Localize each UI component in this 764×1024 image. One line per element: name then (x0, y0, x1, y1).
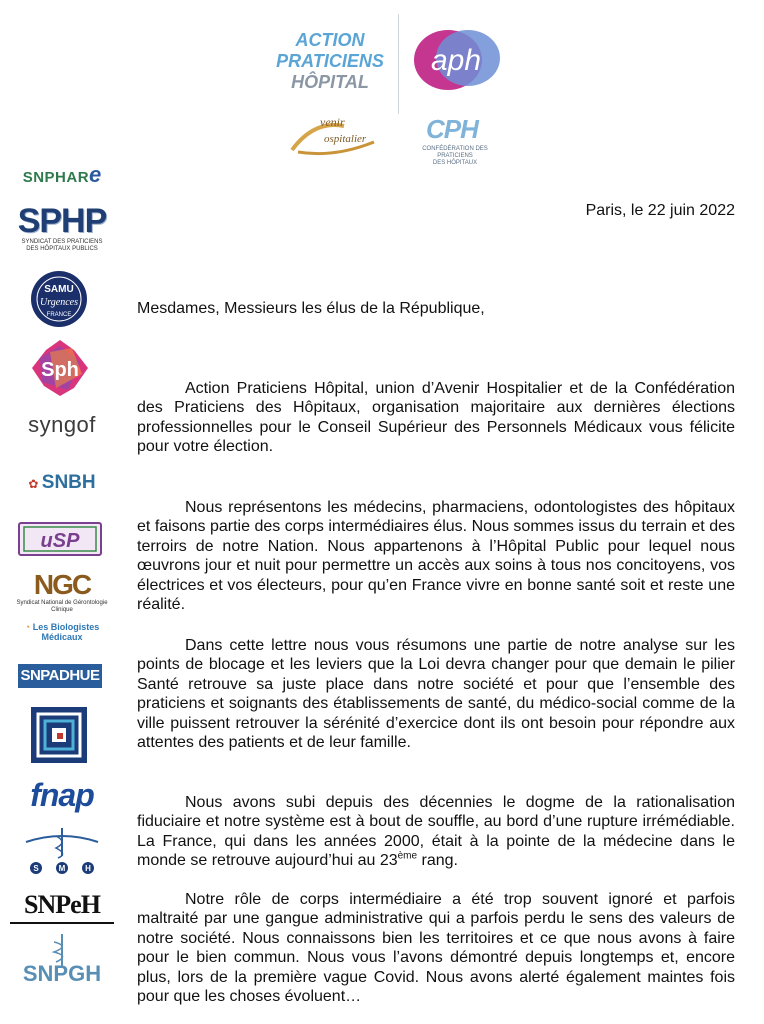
sph-logo (30, 338, 90, 398)
usp-logo (18, 522, 102, 556)
action-praticiens-hopital-logo (270, 14, 510, 164)
biologistes-medicaux-logo (6, 622, 118, 648)
smh-letter-s: S (33, 864, 39, 873)
spiral-square-logo (30, 706, 88, 764)
paragraph-1: Action Praticiens Hôpital, union d’Avenir Hospitalier et de la Confédération des Praticiens des Hôpitaux, organisation majoritaire aux dernières élections professionnelles pour le Conseil Supérieur des Personnels Médicaux vous félicite pour votre élection. (137, 380, 735, 456)
biologistes-line-2: Médicaux (41, 632, 83, 642)
biologistes-mark-icon: ◔ (24, 622, 33, 632)
paragraph-2: Nous représentons les médecins, pharmaciens, odontologistes des hôpitaux et faisons partie des corps intermédiaires élus. Nous sommes issus du terrain et des terroirs de notre Nation. Nous appartenons à l’Hôpital Public pour lequel nous œuvrons jour et nuit pour permettre un accès aux soins à tous nos concitoyens, vos électrices et vos électeurs, pour qu’en France vivre en bonne santé soit et reste une réalité. (137, 499, 735, 614)
aph-mark: aph (430, 44, 482, 77)
paragraph-4 (137, 793, 735, 871)
snbh-text: SNBH (41, 472, 96, 493)
sngc-sub: Syndicat National de Gérontologie Clinique (16, 600, 108, 613)
header-divider (398, 14, 399, 114)
hospitalier-word: ospitalier (324, 133, 367, 145)
smh-letter-h: H (85, 864, 91, 873)
fnap-logo (6, 778, 118, 814)
aph-line-2: PRATICIENS (276, 51, 384, 71)
letter-date: Paris, le 22 juin 2022 (585, 202, 735, 219)
letter-salutation: Mesdames, Messieurs les élus de la République, (137, 300, 485, 317)
sphp-logo (6, 203, 118, 263)
avenir-hospitalier-logo (284, 112, 384, 156)
snbh-logo (6, 472, 118, 498)
snpgh-text: SNPGH (22, 961, 102, 986)
snpeh-text: SNPeH (24, 890, 100, 919)
sngc-text: NGC (33, 569, 91, 600)
paragraph-4-main: Nous avons subi depuis des décennies le dogme de la rationalisation fiduciaire et notre système est à bout de souffle, au bord d’une rupture irrémédiable. La France, qui dans les années 2000, était à la pointe de la médecine dans le monde se retrouve aujourd’hui au 23 (137, 794, 735, 870)
snpgh-caduceus-icon (42, 934, 82, 966)
aph-line-1: ACTION (295, 30, 365, 50)
sph-text: Sph (41, 359, 79, 381)
samu-country: FRANCE (46, 312, 72, 318)
cph-letters: CPH (426, 114, 478, 144)
smh-logo (6, 826, 118, 878)
cph-sub-line-2: DES HÔPITAUX (432, 160, 478, 166)
avenir-word: venir (320, 115, 345, 129)
snpadhue-logo: SNPADHUE (18, 664, 102, 688)
sphp-sub-1: SYNDICAT DES PRATICIENS (21, 239, 103, 245)
snphare-e: e (89, 162, 102, 187)
snbh-flower-icon: ✿ (28, 477, 42, 491)
syngof-text: syngof (28, 412, 96, 437)
samu-urgences-logo (30, 270, 88, 328)
samu-top: SAMU (44, 284, 74, 295)
smh-letter-m: M (58, 864, 66, 873)
biologistes-line-1: Les Biologistes (32, 622, 100, 632)
samu-bottom: Urgences (40, 297, 78, 308)
sphp-letters: SPHP (17, 202, 107, 240)
paragraph-4-end: rang. (417, 852, 458, 870)
paragraph-3: Dans cette lettre nous vous résumons une partie de notre analyse sur les points de blocage et les leviers que la Loi devra changer pour que demain le pilier Santé retrouve sa juste place dans notre société et pour que l’ensemble des praticiens et soignants des établissements de santé, du médico-social comme de la ville puissent retrouver la sérénité d’exercice dont ils ont besoin pour répondre aux attentes des patients et de leur famille. (137, 637, 735, 752)
snpeh-logo (6, 890, 118, 926)
snpeh-underline (10, 922, 114, 924)
paragraph-5: Notre rôle de corps intermédiaire a été trop souvent ignoré et parfois maltraité par une gangue administrative qui a parfois perdu le sens des valeurs de notre société. Nous connaissons bien les territoires et ce que nous avons à faire pour le bien commun. Nous vous l’avons démontré depuis longtemps et, encore plus, lors de la première vague Covid. Nous avons alerté également maintes fois pour que les choses évoluent… (137, 891, 735, 1006)
biologistes-text (6, 622, 118, 642)
snphare-logo (6, 162, 118, 190)
paragraph-4-sup: ème (397, 850, 418, 862)
sngc-logo (6, 569, 118, 613)
snphare-text: SNPHAR (22, 169, 90, 186)
cph-sub-line-1: CONFÉDÉRATION DES PRATICIENS (422, 146, 488, 159)
syngof-logo (6, 412, 118, 442)
usp-text: uSP (40, 530, 80, 552)
aph-circle-logo (410, 28, 502, 90)
snpgh-logo (6, 930, 118, 1020)
cph-logo (410, 114, 500, 164)
aph-line-3: HÔPITAL (291, 72, 369, 92)
sphp-sub-2: DES HÔPITAUX PUBLICS (26, 246, 98, 252)
smh-caduceus-icon (6, 826, 118, 878)
cph-subtitle (410, 146, 500, 167)
fnap-text: fnap (30, 777, 94, 813)
